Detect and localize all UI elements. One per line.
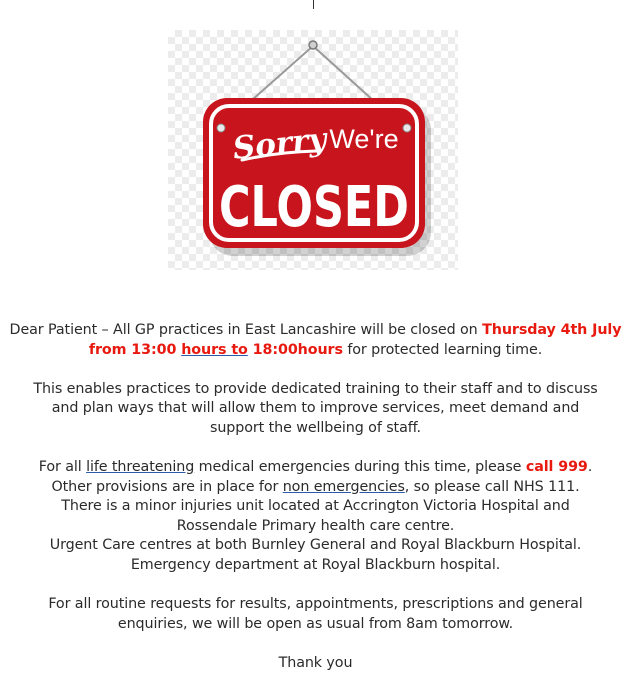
sign-word-closed: CLOSED (219, 175, 409, 240)
notice-body (0, 321, 631, 673)
closed-sign-image (168, 30, 458, 270)
sign-word-were: We're (329, 124, 399, 154)
call-999: call 999 (525, 458, 588, 475)
sign-word-sorry: Sorry (231, 121, 329, 167)
routine-requests-paragraph: For all routine requests for results, appointments, prescriptions and general enquiries, we will be open as usual from 8am tomorrow. (48, 596, 583, 632)
closure-paragraph: Dear Patient – All GP practices in East Lancashire will be closed on Thursday 4th July from 13:00 hours to 18:00hours for protected learning time. (9, 322, 622, 358)
closed-sign-graphic (168, 30, 458, 270)
minor-injuries-line: There is a minor injuries unit located at Accrington Victoria Hospital and Rossendale Primary health care centre. (61, 498, 570, 534)
closure-start-time: from 13:00 (88, 341, 182, 358)
hours-link[interactable]: hours to (181, 341, 248, 358)
emergency-paragraph: For all life threatening medical emergencies during this time, please call 999. Other provisions are in place for non emergencies, so please call NHS 111. (38, 458, 593, 495)
sign-pin-left (217, 124, 225, 132)
thank-you: Thank you (278, 654, 353, 671)
text-cursor (313, 0, 314, 9)
sign-hook (309, 41, 317, 49)
non-emergencies-link[interactable]: non emergencies (282, 478, 405, 495)
life-threatening-link[interactable]: life threatening (86, 458, 195, 475)
closure-date: Thursday 4th July (482, 322, 622, 338)
training-paragraph: This enables practices to provide dedicated training to their staff and to discuss and plan ways that will allow them to improve services, meet demand and support the wellbeing of staff. (33, 380, 598, 436)
emergency-department-line: Emergency department at Royal Blackburn hospital. (130, 556, 501, 573)
urgent-care-line: Urgent Care centres at both Burnley General and Royal Blackburn Hospital. (49, 537, 582, 554)
closure-end-time: 18:00hours (247, 341, 343, 358)
sign-pin-right (403, 124, 411, 132)
